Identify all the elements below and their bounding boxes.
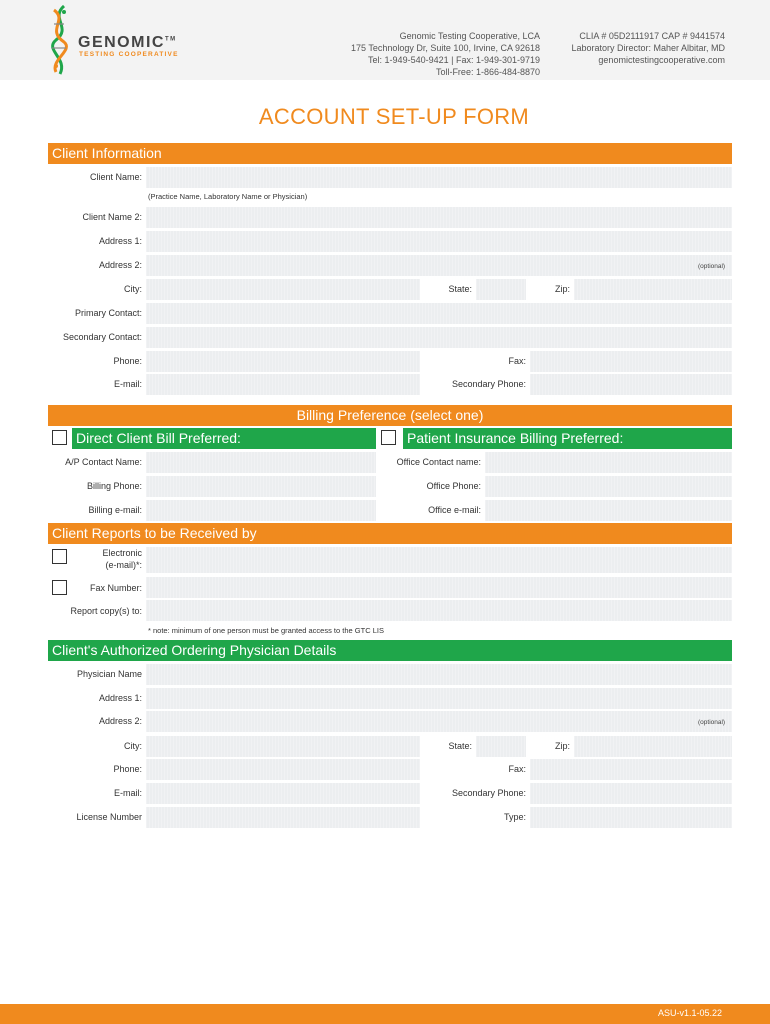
state-label: State: xyxy=(448,284,472,294)
physician-address-1-label: Address 1: xyxy=(98,693,142,703)
license-number-label: License Number xyxy=(76,812,142,822)
client-name-2-field[interactable] xyxy=(146,207,732,228)
zip-field[interactable] xyxy=(574,279,732,300)
address-1-field[interactable] xyxy=(146,231,732,252)
insurance-bill-checkbox[interactable] xyxy=(381,430,396,445)
report-copy-field[interactable] xyxy=(146,600,732,621)
electronic-checkbox[interactable] xyxy=(52,549,67,564)
office-phone-label: Office Phone: xyxy=(426,481,481,491)
direct-bill-banner: Direct Client Bill Preferred: xyxy=(72,428,376,449)
license-type-label: Type: xyxy=(503,812,526,822)
phone-field[interactable] xyxy=(146,351,420,372)
physician-fax-field[interactable] xyxy=(530,759,732,780)
billing-phone-label: Billing Phone: xyxy=(86,481,142,491)
phone-label: Phone: xyxy=(113,356,142,366)
physician-state-label: State: xyxy=(448,741,472,751)
optional-note: (optional) xyxy=(698,719,726,726)
company-logo xyxy=(42,4,192,74)
physician-address-1-field[interactable] xyxy=(146,688,732,709)
office-contact-label: Office Contact name: xyxy=(396,457,481,467)
physician-fax-label: Fax: xyxy=(508,764,526,774)
email-field[interactable] xyxy=(146,374,420,395)
physician-city-field[interactable] xyxy=(146,736,420,757)
physician-secondary-phone-field[interactable] xyxy=(530,783,732,804)
physician-zip-label: Zip: xyxy=(554,741,570,751)
fax-number-label: Fax Number: xyxy=(89,583,142,593)
client-name-hint: (Practice Name, Laboratory Name or Physician) xyxy=(148,192,308,201)
primary-contact-field[interactable] xyxy=(146,303,732,324)
ap-contact-label: A/P Contact Name: xyxy=(65,457,142,467)
city-field[interactable] xyxy=(146,279,420,300)
address-line: Genomic Testing Cooperative, LCA xyxy=(399,31,540,41)
section-header-reports: Client Reports to be Received by xyxy=(48,523,732,544)
client-name-label: Client Name: xyxy=(89,172,142,182)
physician-email-field[interactable] xyxy=(146,783,420,804)
office-email-field[interactable] xyxy=(485,500,732,521)
physician-email-label: E-mail: xyxy=(113,788,142,798)
physician-zip-field[interactable] xyxy=(574,736,732,757)
footer-bar xyxy=(0,1004,770,1024)
form-title: ACCOUNT SET-UP FORM xyxy=(258,104,530,129)
office-contact-field[interactable] xyxy=(485,452,732,473)
physician-name-field[interactable] xyxy=(146,664,732,685)
dna-helix-icon xyxy=(42,4,82,76)
license-number-field[interactable] xyxy=(146,807,420,828)
electronic-email-field[interactable] xyxy=(146,547,732,573)
client-name-2-label: Client Name 2: xyxy=(82,212,142,222)
physician-state-field[interactable] xyxy=(476,736,526,757)
optional-note: (optional) xyxy=(698,263,726,270)
section-header-client-info: Client Information xyxy=(48,143,732,164)
logo-tagline: TESTING COOPERATIVE xyxy=(79,51,179,58)
physician-secondary-phone-label: Secondary Phone: xyxy=(451,788,526,798)
state-field[interactable] xyxy=(476,279,526,300)
website-line: genomictestingcooperative.com xyxy=(598,55,725,65)
billing-email-label: Billing e-mail: xyxy=(88,505,142,515)
fax-number-checkbox[interactable] xyxy=(52,580,67,595)
email-label: E-mail: xyxy=(113,379,142,389)
insurance-bill-banner: Patient Insurance Billing Preferred: xyxy=(403,428,732,449)
section-header-physician: Client's Authorized Ordering Physician Details xyxy=(48,640,732,661)
clia-cap-line: CLIA # 05D2111917 CAP # 9441574 xyxy=(579,31,725,41)
secondary-contact-label: Secondary Contact: xyxy=(62,332,142,342)
logo-wordmark: GENOMIC™ xyxy=(78,34,177,51)
lab-address xyxy=(351,30,540,78)
billing-email-field[interactable] xyxy=(146,500,376,521)
physician-phone-field[interactable] xyxy=(146,759,420,780)
billing-phone-field[interactable] xyxy=(146,476,376,497)
office-email-label: Office e-mail: xyxy=(428,505,481,515)
physician-phone-label: Phone: xyxy=(113,764,142,774)
electronic-label-line: Electronic xyxy=(102,548,142,558)
address-line: Tel: 1-949-540-9421 | Fax: 1-949-301-9719 xyxy=(368,55,540,65)
physician-name-label: Physician Name xyxy=(76,669,142,679)
lis-access-note: * note: minimum of one person must be granted access to the GTC LIS xyxy=(148,626,384,635)
electronic-label xyxy=(72,547,142,571)
secondary-contact-field[interactable] xyxy=(146,327,732,348)
fax-field[interactable] xyxy=(530,351,732,372)
client-name-field[interactable] xyxy=(146,167,732,188)
primary-contact-label: Primary Contact: xyxy=(74,308,142,318)
physician-address-2-field[interactable] xyxy=(146,711,732,732)
address-1-label: Address 1: xyxy=(98,236,142,246)
section-header-billing: Billing Preference (select one) xyxy=(48,405,732,426)
letterhead xyxy=(0,0,770,80)
address-2-field[interactable] xyxy=(146,255,732,276)
fax-number-field[interactable] xyxy=(146,577,732,598)
secondary-phone-field[interactable] xyxy=(530,374,732,395)
physician-city-label: City: xyxy=(124,741,142,751)
fax-label: Fax: xyxy=(508,356,526,366)
report-copy-label: Report copy(s) to: xyxy=(70,606,142,616)
electronic-label-line: (e-mail)*: xyxy=(105,560,142,570)
address-line: 175 Technology Dr, Suite 100, Irvine, CA 92618 xyxy=(351,43,540,53)
direct-bill-checkbox[interactable] xyxy=(52,430,67,445)
city-label: City: xyxy=(124,284,142,294)
physician-address-2-label: Address 2: xyxy=(98,716,142,726)
accreditation-info xyxy=(571,30,725,66)
form-version-code: ASU-v1.1-05.22 xyxy=(657,1008,722,1018)
address-line: Toll-Free: 1-866-484-8870 xyxy=(435,67,540,77)
lab-director-line: Laboratory Director: Maher Albitar, MD xyxy=(571,43,725,53)
ap-contact-field[interactable] xyxy=(146,452,376,473)
office-phone-field[interactable] xyxy=(485,476,732,497)
license-type-field[interactable] xyxy=(530,807,732,828)
zip-label: Zip: xyxy=(554,284,570,294)
secondary-phone-label: Secondary Phone: xyxy=(451,379,526,389)
address-2-label: Address 2: xyxy=(98,260,142,270)
